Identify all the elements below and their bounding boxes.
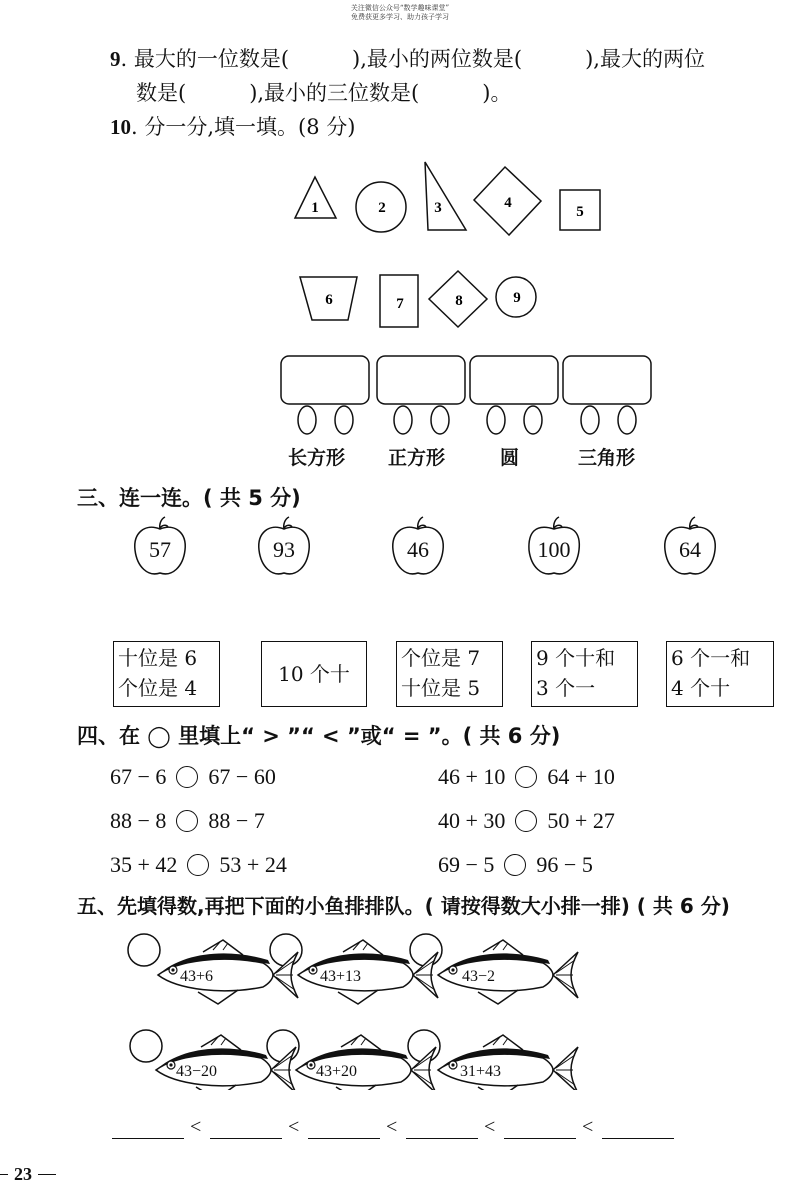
header-note-line1: 关注微信公众号“数学趣味课堂” <box>350 4 450 12</box>
cart-2-wheel <box>431 406 449 434</box>
cart-3-wheel <box>487 406 505 434</box>
question-10-number: 10 <box>110 115 131 139</box>
card-4-line1: 9 个十和 <box>536 646 616 670</box>
card-1-line2: 个位是 4 <box>118 676 198 700</box>
less-than-3: < <box>386 1116 398 1138</box>
less-than-1: < <box>190 1116 202 1138</box>
less-than-5: < <box>582 1116 594 1138</box>
shape-label-2: 2 <box>378 200 386 216</box>
apple-number-2: 93 <box>273 537 295 562</box>
order-blank-1[interactable] <box>112 1138 184 1139</box>
order-blank-4[interactable] <box>406 1138 478 1139</box>
fish-figure <box>0 930 800 1090</box>
compare-4-left: 40 + 30 <box>438 808 506 833</box>
less-than-2: < <box>288 1116 300 1138</box>
fish-expression-4: 43−20 <box>176 1063 218 1080</box>
answer-circle[interactable] <box>130 1030 162 1062</box>
shape-label-8: 8 <box>455 293 463 309</box>
order-blank-6[interactable] <box>602 1138 674 1139</box>
answer-circle[interactable] <box>128 934 160 966</box>
cart-label-triangle: 三角形 <box>578 447 636 469</box>
cart-4 <box>563 356 651 404</box>
apple-number-5: 64 <box>679 537 701 562</box>
shape-3-triangle <box>425 162 466 230</box>
answer-circle[interactable] <box>515 766 537 788</box>
compare-item-3 <box>110 808 265 834</box>
card-2-line1: 10 个十 <box>278 662 350 686</box>
page-number-dash <box>38 1174 56 1175</box>
compare-item-6 <box>438 852 593 878</box>
carts-figure <box>0 350 800 440</box>
question-10-title <box>110 112 355 142</box>
shape-label-9: 9 <box>513 290 521 306</box>
answer-circle[interactable] <box>504 854 526 876</box>
cart-2-wheel <box>394 406 412 434</box>
shape-label-6: 6 <box>325 292 333 308</box>
card-3-line2: 十位是 5 <box>401 676 481 700</box>
shapes-figure <box>0 150 800 350</box>
fish-expression-5: 43+20 <box>316 1063 358 1080</box>
compare-item-5 <box>110 852 287 878</box>
fish-icon <box>438 940 578 1004</box>
compare-2-left: 46 + 10 <box>438 764 506 789</box>
page-number-value: 23 <box>14 1164 32 1184</box>
card-2 <box>261 641 367 707</box>
order-blank-5[interactable] <box>504 1138 576 1139</box>
compare-item-2 <box>438 764 615 790</box>
apple-number-1: 57 <box>149 537 171 562</box>
cart-1 <box>281 356 369 404</box>
card-5-line1: 6 个一和 <box>671 646 751 670</box>
section-3-title: 三、连一连。( 共 5 分) <box>77 486 301 510</box>
fish-expression-1: 43+6 <box>180 968 214 985</box>
compare-5-left: 35 + 42 <box>110 852 178 877</box>
shape-label-4: 4 <box>504 195 512 211</box>
question-10-text: . 分一分,填一填。(8 分) <box>131 115 356 139</box>
shape-label-7: 7 <box>396 296 404 312</box>
answer-circle[interactable] <box>176 810 198 832</box>
cart-2 <box>377 356 465 404</box>
compare-2-right: 64 + 10 <box>547 764 615 789</box>
page-number <box>0 1164 56 1185</box>
question-9-text: . 最大的一位数是( ),最小的两位数是( ),最大的两位 <box>120 47 705 71</box>
card-1 <box>113 641 220 707</box>
order-blank-2[interactable] <box>210 1138 282 1139</box>
card-4 <box>531 641 638 707</box>
fish-expression-6: 31+43 <box>460 1063 502 1080</box>
shape-label-1: 1 <box>311 200 319 216</box>
compare-5-right: 53 + 24 <box>219 852 287 877</box>
card-5 <box>666 641 774 707</box>
cart-4-wheel <box>581 406 599 434</box>
card-5-line2: 4 个十 <box>671 676 731 700</box>
answer-circle[interactable] <box>515 810 537 832</box>
compare-3-left: 88 − 8 <box>110 808 167 833</box>
card-1-line1: 十位是 6 <box>118 646 198 670</box>
section-4-title: 四、在 ◯ 里填上“ > ”“ < ”或“ = ”。( 共 6 分) <box>77 724 561 748</box>
header-note-line2: 免费获更多学习、助力孩子学习 <box>351 13 449 21</box>
section-5-title: 五、先填得数,再把下面的小鱼排排队。( 请按得数大小排一排) ( 共 6 分) <box>77 894 730 918</box>
fish-icon <box>438 1035 578 1090</box>
cart-label-circle: 圆 <box>500 447 520 469</box>
compare-6-right: 96 − 5 <box>536 852 593 877</box>
fish-icon <box>298 940 438 1004</box>
compare-1-left: 67 − 6 <box>110 764 167 789</box>
compare-6-left: 69 − 5 <box>438 852 495 877</box>
answer-circle[interactable] <box>267 1030 299 1062</box>
shape-label-3: 3 <box>434 200 442 216</box>
question-9-line1 <box>110 44 705 74</box>
cart-label-square: 正方形 <box>388 447 446 469</box>
apple-number-4: 100 <box>537 537 571 562</box>
cart-1-wheel <box>298 406 316 434</box>
fish-icon <box>158 940 298 1004</box>
compare-3-right: 88 − 7 <box>208 808 265 833</box>
apple-number-3: 46 <box>407 537 429 562</box>
fish-expression-3: 43−2 <box>462 968 496 985</box>
cart-4-wheel <box>618 406 636 434</box>
answer-circle[interactable] <box>270 934 302 966</box>
cart-label-rectangle: 长方形 <box>288 447 346 469</box>
compare-4-right: 50 + 27 <box>547 808 615 833</box>
fish-expression-2: 43+13 <box>320 968 362 985</box>
question-9-line2: 数是( ),最小的三位数是( )。 <box>136 81 512 105</box>
compare-item-4 <box>438 808 615 834</box>
answer-circle[interactable] <box>410 934 442 966</box>
header-note <box>0 4 800 22</box>
card-3 <box>396 641 503 707</box>
less-than-4: < <box>484 1116 496 1138</box>
question-9-number: 9 <box>110 47 121 71</box>
compare-item-1 <box>110 764 276 790</box>
card-3-line1: 个位是 7 <box>401 646 481 670</box>
shape-label-5: 5 <box>576 204 584 220</box>
answer-circle[interactable] <box>187 854 209 876</box>
order-blank-3[interactable] <box>308 1138 380 1139</box>
card-4-line2: 3 个一 <box>536 676 596 700</box>
cart-3 <box>470 356 558 404</box>
compare-1-right: 67 − 60 <box>208 764 276 789</box>
cart-3-wheel <box>524 406 542 434</box>
cart-1-wheel <box>335 406 353 434</box>
answer-circle[interactable] <box>176 766 198 788</box>
page-number-dash <box>0 1174 8 1175</box>
